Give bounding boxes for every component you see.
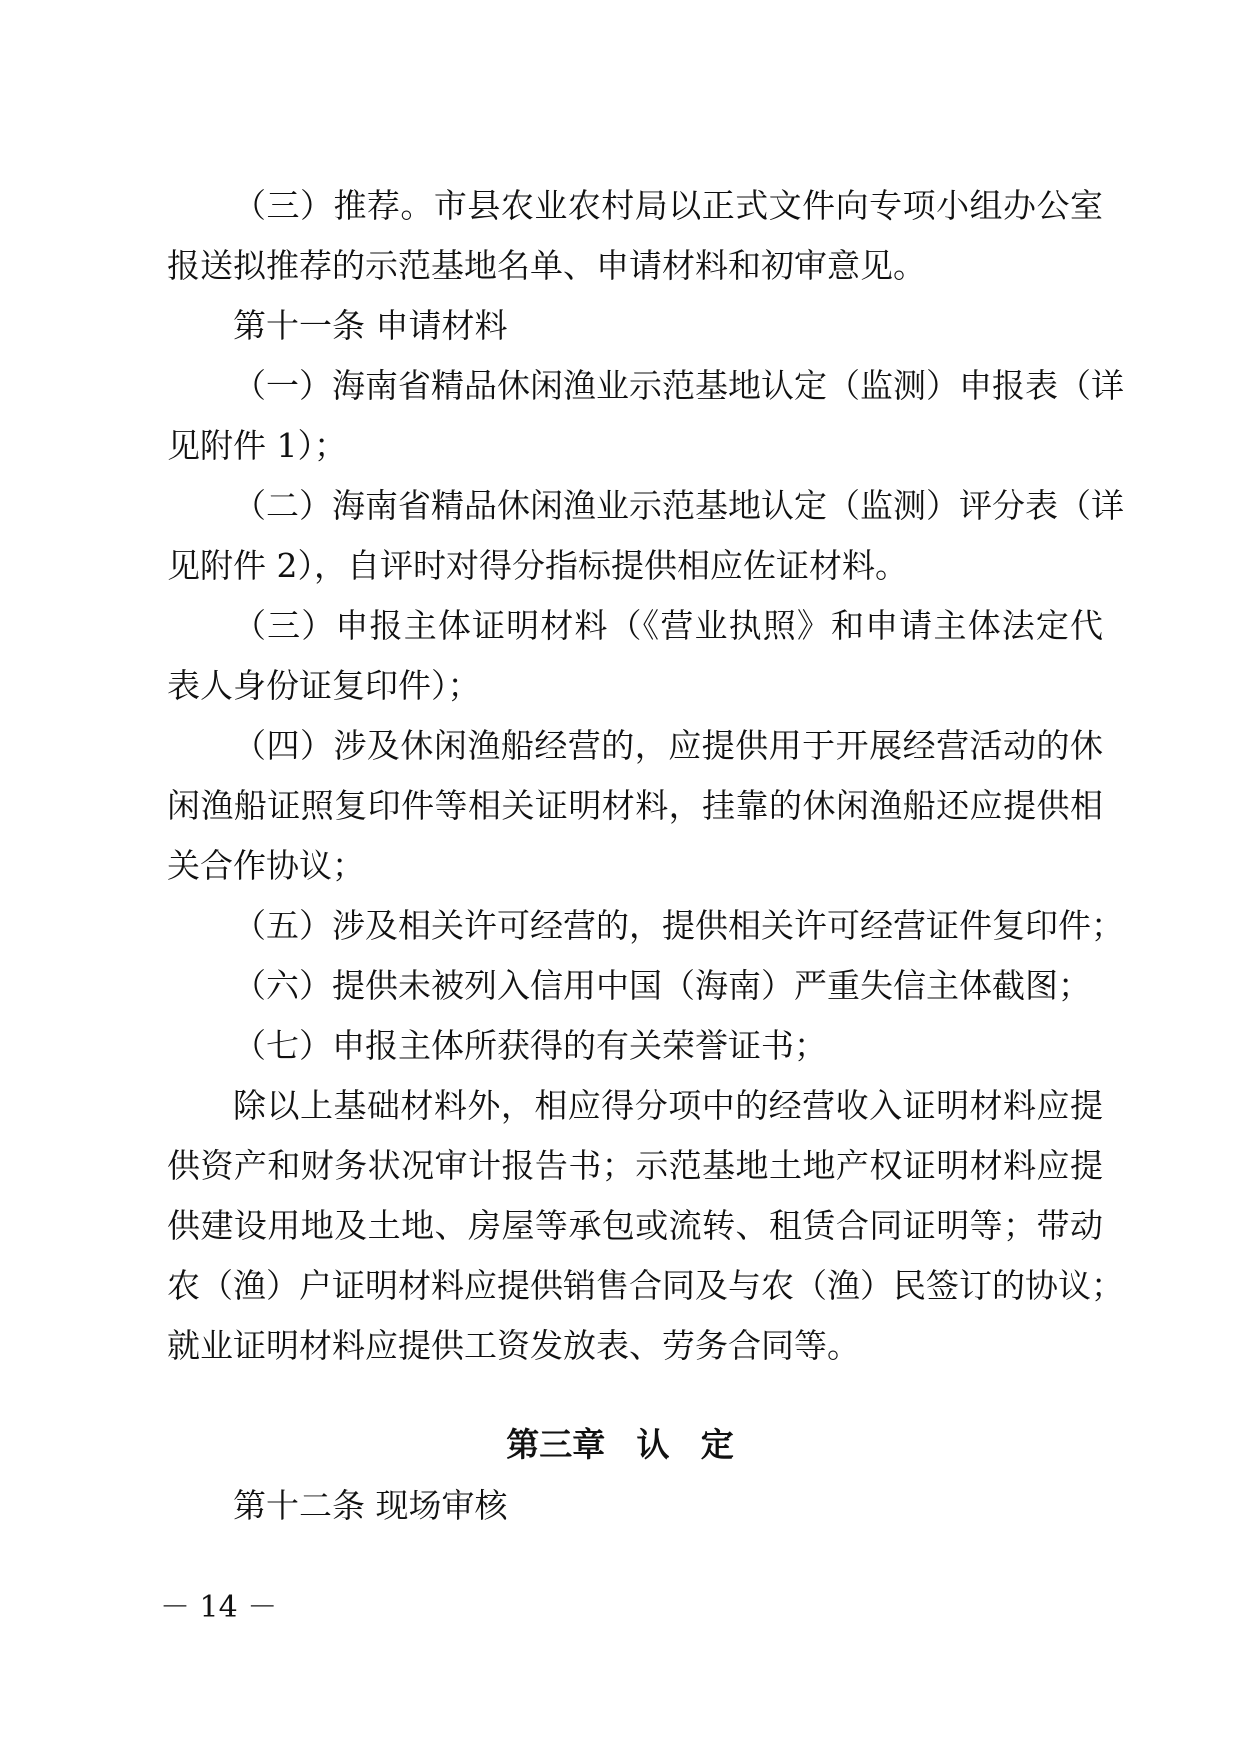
- paragraph-line: 关合作协议；: [167, 846, 365, 885]
- paragraph-line: （一）海南省精品休闲渔业示范基地认定（监测）申报表（详: [233, 366, 1124, 405]
- paragraph-line: 供资产和财务状况审计报告书；示范基地土地产权证明材料应提: [167, 1146, 1103, 1185]
- paragraph-line: 除以上基础材料外，相应得分项中的经营收入证明材料应提: [233, 1086, 1103, 1125]
- paragraph-line: 报送拟推荐的示范基地名单、申请材料和初审意见。: [167, 246, 926, 285]
- paragraph-line: （三）推荐。市县农业农村局以正式文件向专项小组办公室: [233, 186, 1103, 225]
- paragraph-line: 表人身份证复印件）；: [167, 666, 481, 705]
- paragraph-line: 闲渔船证照复印件等相关证明材料，挂靠的休闲渔船还应提供相: [167, 786, 1103, 825]
- paragraph-line: （七）申报主体所获得的有关荣誉证书；: [233, 1026, 827, 1065]
- paragraph-line: （二）海南省精品休闲渔业示范基地认定（监测）评分表（详: [233, 486, 1124, 525]
- paragraph-line: （五）涉及相关许可经营的，提供相关许可经营证件复印件；: [233, 906, 1124, 945]
- paragraph-line: （三）申报主体证明材料（《营业执照》和申请主体法定代: [233, 606, 1103, 645]
- paragraph-line: 农（渔）户证明材料应提供销售合同及与农（渔）民签订的协议；: [167, 1266, 1124, 1305]
- page-number: － 14 －: [160, 1590, 278, 1625]
- paragraph-line: （四）涉及休闲渔船经营的，应提供用于开展经营活动的休: [233, 726, 1103, 765]
- article-heading: 第十一条 申请材料: [233, 306, 508, 345]
- paragraph-line: 就业证明材料应提供工资发放表、劳务合同等。: [167, 1326, 860, 1365]
- paragraph-line: 见附件 1）；: [167, 426, 347, 465]
- article-heading: 第十二条 现场审核: [233, 1486, 508, 1525]
- paragraph-line: （六）提供未被列入信用中国（海南）严重失信主体截图；: [233, 966, 1091, 1005]
- paragraph-line: 供建设用地及土地、房屋等承包或流转、租赁合同证明等；带动: [167, 1206, 1103, 1245]
- paragraph-line: 见附件 2），自评时对得分指标提供相应佐证材料。: [167, 546, 908, 585]
- chapter-heading: 第三章 认 定: [506, 1425, 734, 1464]
